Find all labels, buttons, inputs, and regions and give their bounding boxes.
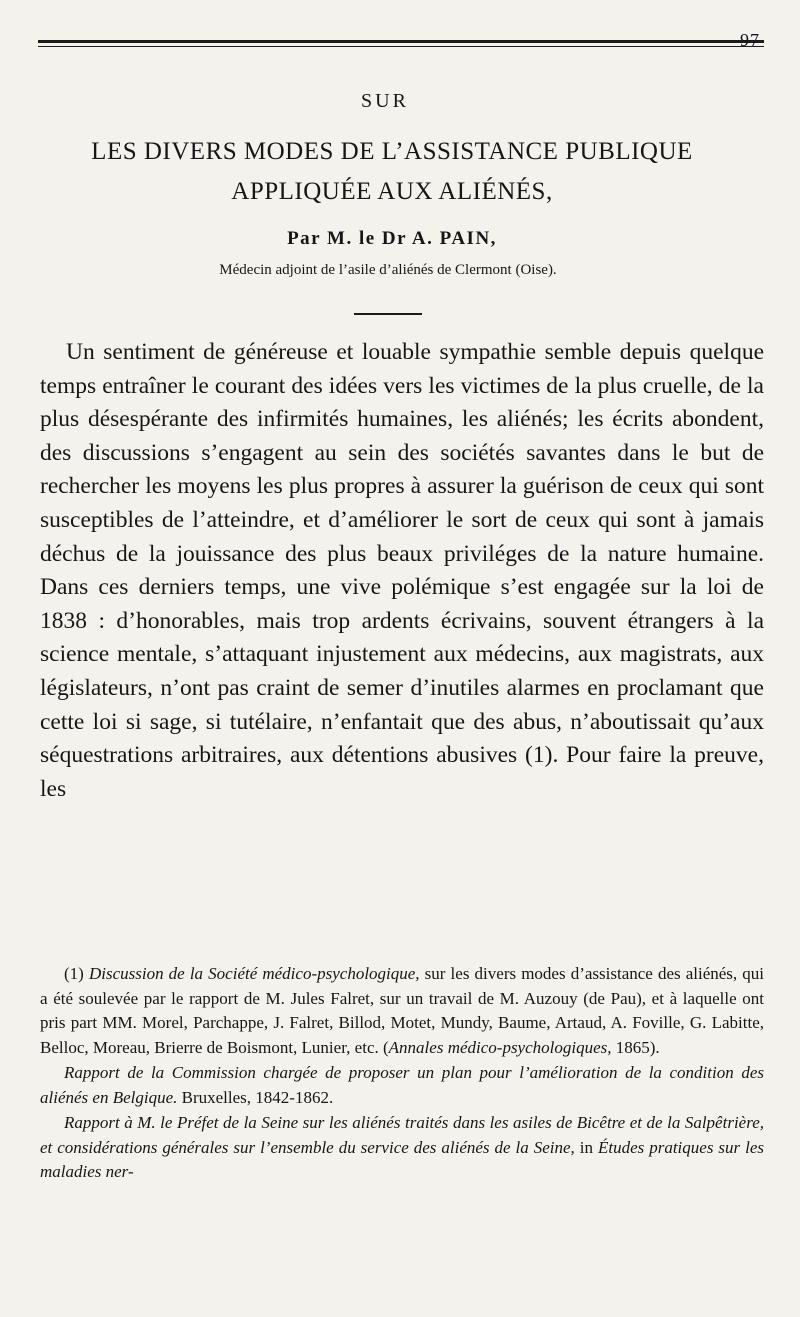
footnote-1-text: sur les divers modes d’assistance des aliénés, qui a été soulevée par le rapport de M. Jules Falret, sur un travail de M. Auzouy (de Pau), et à laquelle ont pris part MM. Morel, Parchappe, J. Falret, Billod, Motet, Mundy, Baume, Artaud, A. Foville, G. Labitte, Belloc, Moreau, Brierre de Boismont, Lunier, etc. ( xyxy=(40,964,765,1057)
footnote-1-journal: Annales médico-psychologiques, xyxy=(388,1037,612,1057)
footnote-2-title: Rapport de la Commission chargée de proposer un plan pour l’amélioration de la condition des aliénés en Belgique. xyxy=(40,1063,764,1107)
footnote-1 xyxy=(40,962,764,1060)
body-paragraph: Un sentiment de généreuse et louable sympathie semble depuis quelque temps entraîner le courant des idées vers les victimes de la plus cruelle, de la plus désespérante des infirmités humaines, les aliénés; les écrits abondent, des discussions s’engagent au sein des sociétés savantes dans le but de rechercher les moyens les plus propres à assurer la guérison de ceux qui sont susceptibles de l’atteindre, et d’améliorer le sort de ceux qui sont à jamais déchus de la jouissance des plus beaux priviléges de la nature humaine. Dans ces derniers temps, une vive polémique s’est engagée sur la loi de 1838 : d’honorables, mais trop ardents écrivains, souvent étrangers à la science mentale, s’attaquant injustement aux médecins, aux magistrats, aux législateurs, n’ont pas craint de semer d’inutiles alarmes en proclamant que cette loi si sage, si tutélaire, n’enfantait que des abus, n’aboutissait qu’aux séquestrations arbitraires, aux détentions abusives (1). Pour faire la preuve, les xyxy=(40,339,764,802)
title-separator xyxy=(354,313,422,315)
page-number: 97 xyxy=(740,30,760,50)
author-line: Par M. le Dr A. PAIN, xyxy=(287,228,497,249)
title-line-1: LES DIVERS MODES DE L’ASSISTANCE PUBLIQUE xyxy=(91,138,693,165)
header-rule xyxy=(38,40,764,43)
body-text xyxy=(40,336,764,806)
footnote-1-end: 1865). xyxy=(611,1037,660,1057)
footnote-3 xyxy=(40,1111,764,1185)
author-affiliation: Médecin adjoint de l’asile d’aliénés de Clermont (Oise). xyxy=(219,262,557,278)
footnote-1-source: Discussion de la Société médico-psychologique, xyxy=(88,964,420,983)
title-line-2: APPLIQUÉE AUX ALIÉNÉS, xyxy=(231,178,553,205)
footnotes xyxy=(40,962,764,1185)
footnote-2-text: Bruxelles, 1842-1862. xyxy=(177,1087,334,1107)
title-preposition: SUR xyxy=(361,90,409,112)
footnote-2 xyxy=(40,1061,764,1110)
bleed-through-area xyxy=(0,1282,800,1317)
footnote-3-text: in xyxy=(574,1137,598,1157)
header-rule-thin xyxy=(38,46,764,47)
footnote-3-book: Études pratiques sur les maladies ner- xyxy=(40,1137,764,1181)
footnote-3-title: Rapport à M. le Préfet de la Seine sur les aliénés traités dans les asiles de Bicêtre et de la Salpêtrière, et considérations générales sur l’ensemble du service des aliénés de la Seine, xyxy=(40,1113,764,1157)
footnote-1-marker: (1) xyxy=(64,964,84,983)
